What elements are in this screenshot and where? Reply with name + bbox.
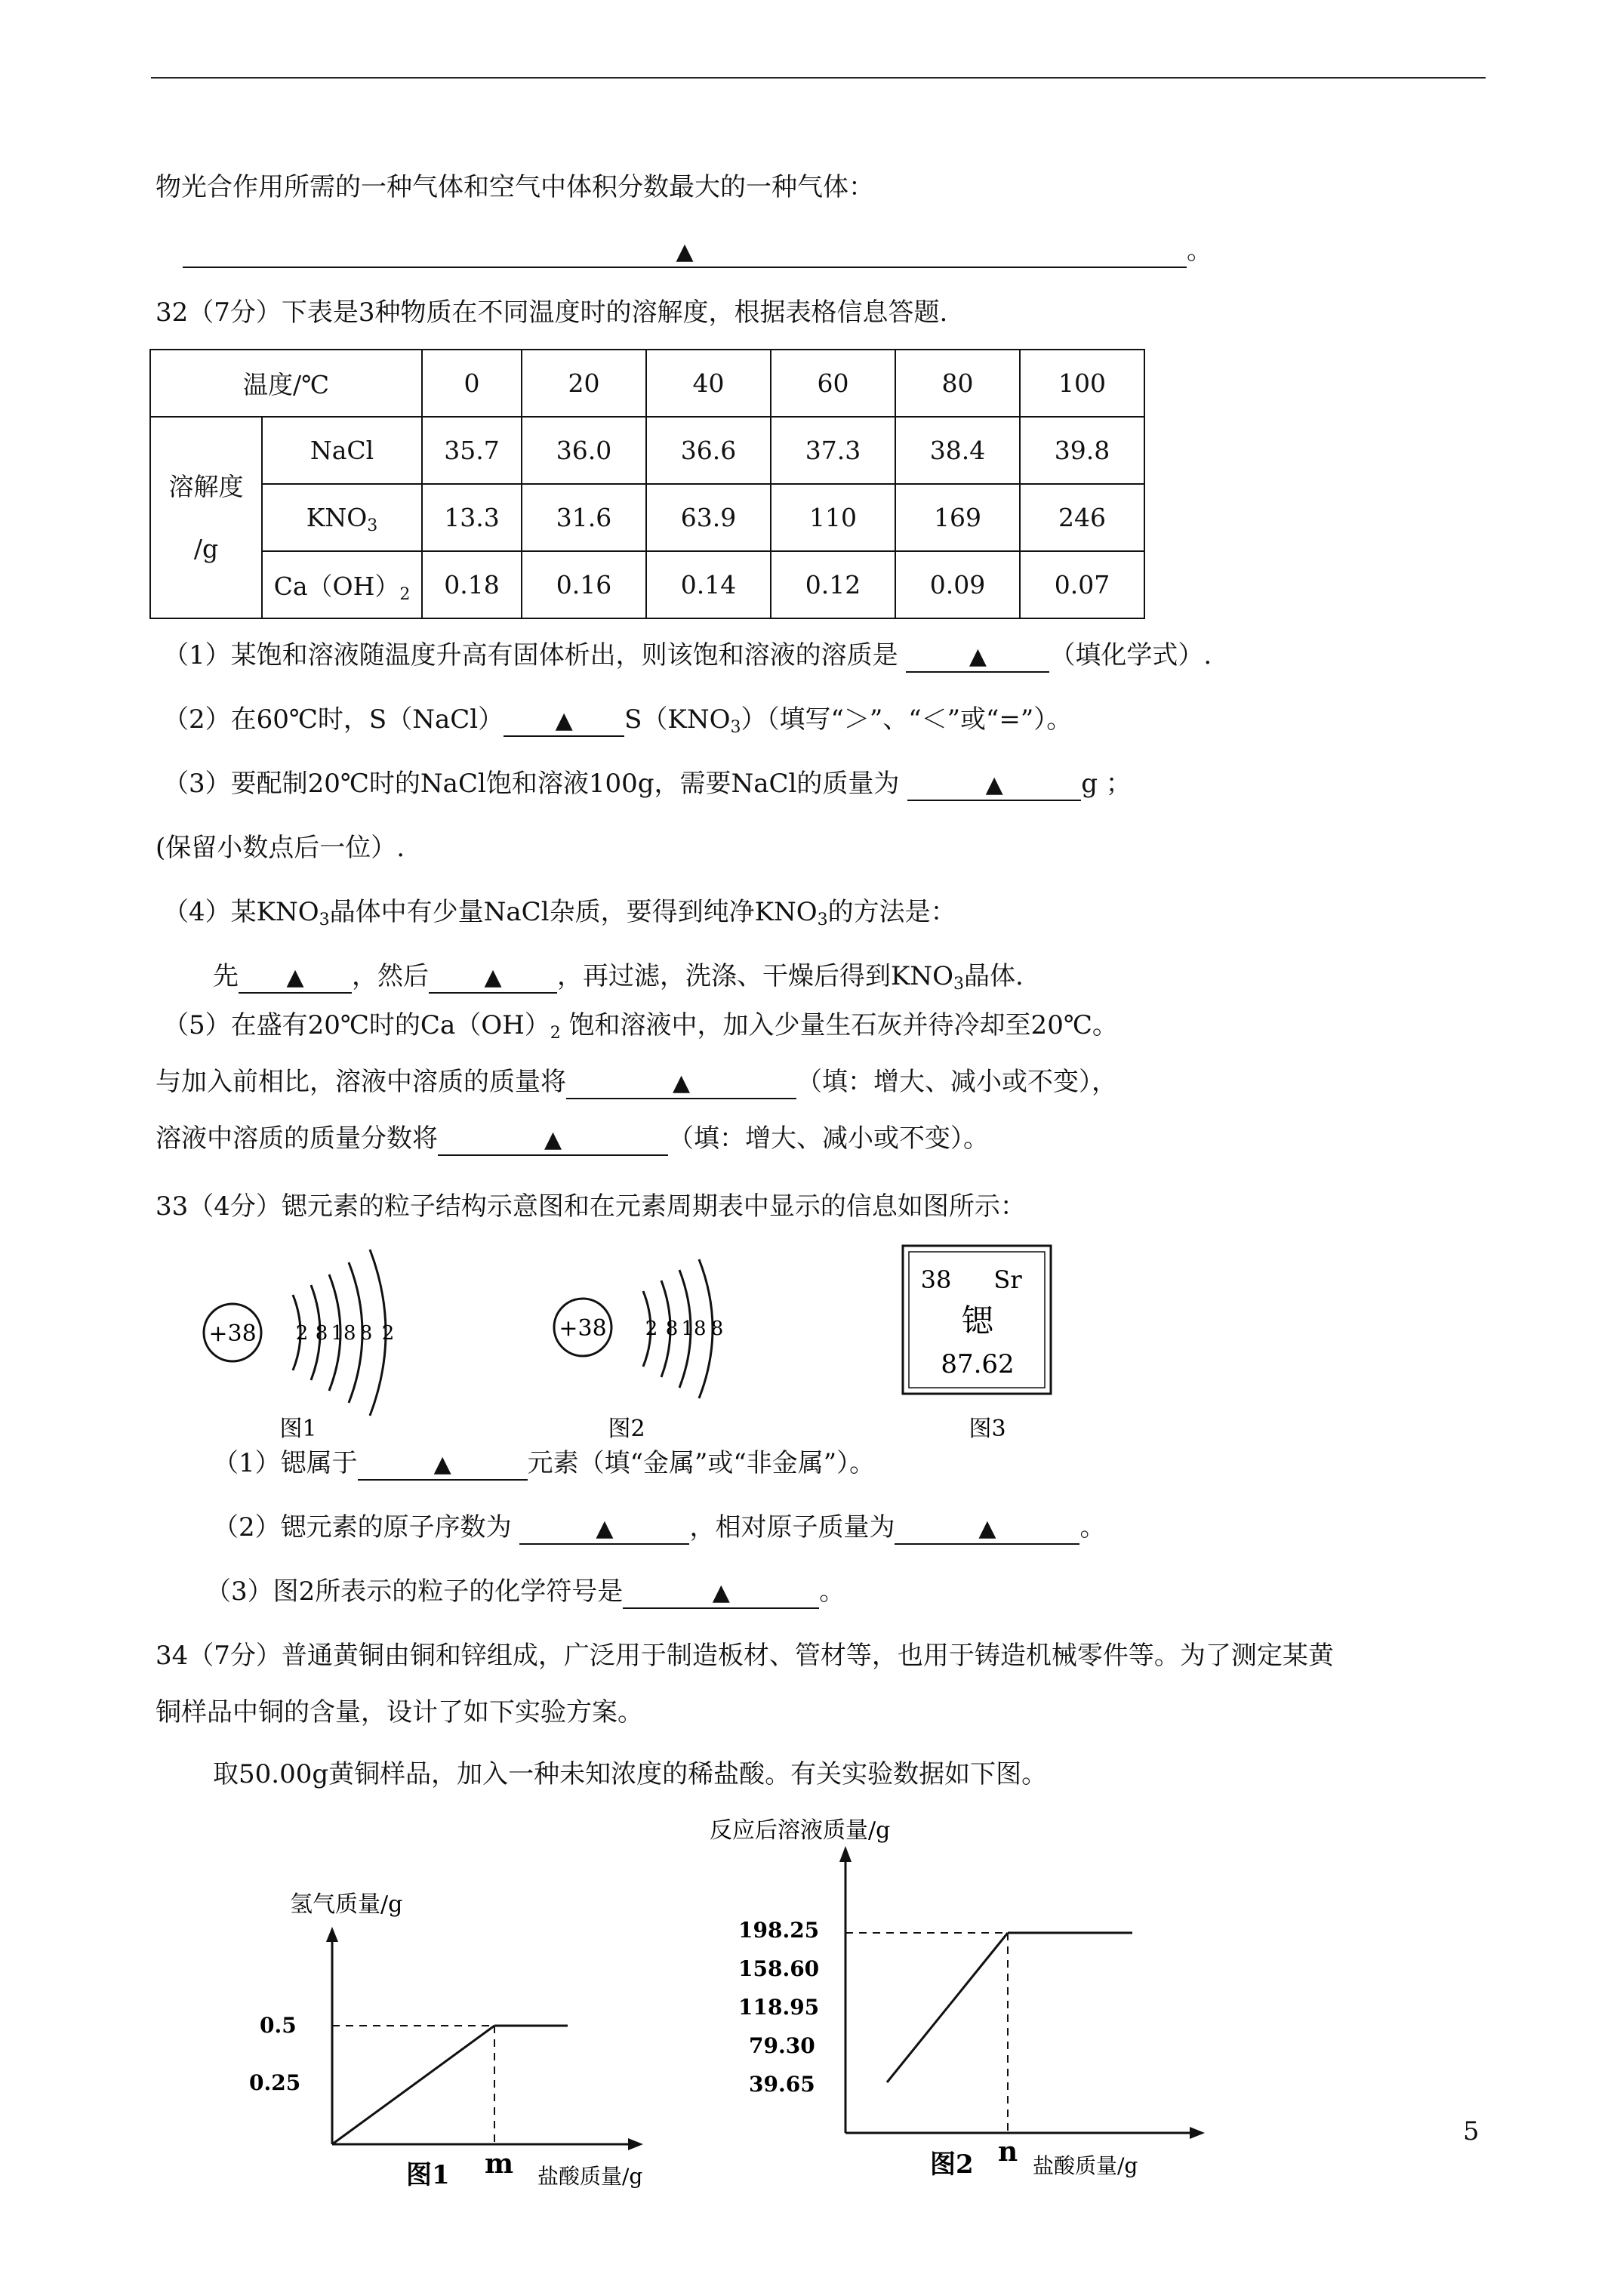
value-cell: 110 bbox=[771, 484, 895, 551]
q34-header-1: 34（7分）普通黄铜由铜和锌组成，广泛用于制造板材、管材等，也用于铸造机械零件等。为了测定某黄 bbox=[156, 1641, 1334, 1671]
svg-text:Sr: Sr bbox=[993, 1265, 1022, 1294]
temp-cell: 60 bbox=[771, 350, 895, 417]
value-cell: 246 bbox=[1020, 484, 1144, 551]
strontium-figures bbox=[189, 1238, 1095, 1450]
q33-part1: （1）锶属于 ▲ 元素（填“金属”或“非金属”）。 bbox=[213, 1448, 875, 1481]
q32-part4: （4）某$KNO_3$晶体中有少量NaCl杂质，要得到纯净$KNO_3$的方法是： bbox=[163, 897, 956, 929]
svg-text:图3: 图3 bbox=[969, 1416, 1006, 1442]
temp-cell: 20 bbox=[522, 350, 646, 417]
chart1-ytick: 0.5 bbox=[260, 2013, 297, 2038]
temp-label: 温度/℃ bbox=[150, 350, 422, 417]
temp-cell: 100 bbox=[1020, 350, 1144, 417]
temp-cell: 80 bbox=[895, 350, 1020, 417]
q32-header: 32（7分）下表是3种物质在不同温度时的溶解度，根据表格信息答题. bbox=[156, 297, 948, 328]
q32-part3-note: (保留小数点后一位）. bbox=[156, 833, 405, 863]
value-cell: 31.6 bbox=[522, 484, 646, 551]
q32-part5: （5）在盛有20℃时的$Ca(OH)_2$ 饱和溶液中，加入少量生石灰并待冷却至20℃。 bbox=[163, 1010, 1118, 1043]
chart2-ytick: 198.25 bbox=[738, 1918, 820, 1943]
q33-part2: （2）锶元素的原子序数为 ▲ ，相对原子质量为 ▲ 。 bbox=[213, 1512, 1105, 1545]
svg-text:+38: +38 bbox=[559, 1315, 607, 1342]
chart1-x-arrow bbox=[628, 2138, 643, 2150]
intro-answer-line: ▲ 。 bbox=[183, 236, 1212, 268]
answer-blank[interactable]: ▲ bbox=[623, 1577, 819, 1609]
chart2-x-axis-label: 盐酸质量/g bbox=[1033, 2153, 1138, 2178]
chart2-ytick: 158.60 bbox=[738, 1956, 820, 1981]
value-cell: 35.7 bbox=[422, 417, 522, 484]
q33-part3: （3）图2所表示的粒子的化学符号是 ▲ 。 bbox=[205, 1576, 845, 1609]
page-number: 5 bbox=[1463, 2116, 1480, 2147]
svg-text:锶: 锶 bbox=[961, 1302, 994, 1339]
header-rule bbox=[151, 77, 1486, 79]
chart2-ytick: 39.65 bbox=[749, 2072, 815, 2097]
chart2-y-axis-label: 反应后溶液质量/g bbox=[710, 1817, 891, 1844]
q32-part5-mass: 与加入前相比，溶液中溶质的质量将 ▲ （填：增大、减小或不变）， bbox=[156, 1067, 1117, 1099]
svg-text:38: 38 bbox=[920, 1265, 952, 1294]
svg-text:18: 18 bbox=[331, 1322, 356, 1345]
solution-mass-chart bbox=[710, 1817, 1205, 2180]
chart2-rising-line bbox=[887, 1933, 1008, 2082]
svg-text:8: 8 bbox=[710, 1318, 724, 1340]
solubility-table bbox=[149, 349, 1145, 619]
value-cell: 0.07 bbox=[1020, 551, 1144, 618]
chart2-ytick: 118.95 bbox=[738, 1995, 820, 2020]
answer-blank[interactable]: ▲ bbox=[566, 1068, 796, 1099]
answer-blank[interactable]: ▲ bbox=[895, 1513, 1079, 1545]
answer-blank[interactable]: ▲ bbox=[519, 1513, 689, 1545]
value-cell: 36.6 bbox=[646, 417, 771, 484]
q32-part1: （1）某饱和溶液随温度升高有固体析出，则该饱和溶液的溶质是 ▲ （填化学式）. bbox=[163, 640, 1212, 673]
answer-blank[interactable]: ▲ bbox=[429, 962, 557, 994]
value-cell: 36.0 bbox=[522, 417, 646, 484]
chart1-y-arrow bbox=[326, 1927, 338, 1942]
value-cell: 39.8 bbox=[1020, 417, 1144, 484]
chart1-y-axis-label: 氢气质量/g bbox=[290, 1891, 403, 1918]
value-cell: 13.3 bbox=[422, 484, 522, 551]
q33-header: 33（4分）锶元素的粒子结构示意图和在元素周期表中显示的信息如图所示： bbox=[156, 1191, 1026, 1222]
svg-text:18: 18 bbox=[681, 1318, 707, 1340]
q34-header-2: 铜样品中铜的含量，设计了如下实验方案。 bbox=[156, 1697, 643, 1727]
chart2-x-marker: n bbox=[998, 2136, 1018, 2168]
value-cell: 169 bbox=[895, 484, 1020, 551]
svg-text:8: 8 bbox=[359, 1322, 373, 1345]
svg-text:2: 2 bbox=[645, 1318, 658, 1340]
atom-structure-fig1 bbox=[204, 1250, 394, 1442]
temp-cell: 0 bbox=[422, 350, 522, 417]
answer-blank[interactable]: ▲ bbox=[239, 962, 352, 994]
value-cell: 0.18 bbox=[422, 551, 522, 618]
answer-blank[interactable]: ▲ bbox=[183, 236, 1187, 268]
q32-part2: （2）在60℃时，S（NaCl） ▲ $S(KNO_3)$（填写“＞”、“＜”或“=”）。 bbox=[163, 704, 1073, 737]
ion-structure-fig2 bbox=[554, 1259, 723, 1442]
svg-text:87.62: 87.62 bbox=[941, 1349, 1015, 1379]
answer-blank[interactable]: ▲ bbox=[907, 769, 1081, 801]
q32-part5-fraction: 溶液中溶质的质量分数将 ▲ （填：增大、减小或不变）。 bbox=[156, 1123, 989, 1156]
value-cell: 37.3 bbox=[771, 417, 895, 484]
substance-caoh2: $Ca(OH)_2$ bbox=[262, 551, 422, 618]
substance-nacl: NaCl bbox=[262, 417, 422, 484]
chart1-rising-line bbox=[332, 2026, 494, 2144]
q32-part3: （3）要配制20℃时的NaCl饱和溶液100g，需要NaCl的质量为 ▲ g ； bbox=[163, 769, 1132, 801]
chart2-x-arrow bbox=[1190, 2127, 1205, 2139]
q32-part4-answer: 先 ▲ ，然后 ▲ ，再过滤，洗涤、干燥后得到$KNO_3$晶体. bbox=[213, 961, 1024, 994]
intro-line: 物光合作用所需的一种气体和空气中体积分数最大的一种气体： bbox=[156, 172, 874, 202]
q34-header-3: 取50.00g黄铜样品，加入一种未知浓度的稀盐酸。有关实验数据如下图。 bbox=[213, 1759, 1048, 1789]
chart1-x-axis-label: 盐酸质量/g bbox=[537, 2164, 643, 2189]
periodic-table-cell-fig3 bbox=[903, 1246, 1051, 1442]
value-cell: 0.14 bbox=[646, 551, 771, 618]
answer-blank[interactable]: ▲ bbox=[906, 641, 1049, 673]
chart2-ytick: 79.30 bbox=[749, 2033, 815, 2058]
answer-blank[interactable]: ▲ bbox=[438, 1124, 668, 1156]
answer-blank[interactable]: ▲ bbox=[504, 705, 624, 737]
chart2-title: 图2 bbox=[930, 2150, 974, 2180]
svg-text:2: 2 bbox=[295, 1322, 309, 1345]
temp-cell: 40 bbox=[646, 350, 771, 417]
q34-charts bbox=[242, 1812, 1268, 2190]
solubility-label: 溶解度 /g bbox=[150, 417, 262, 618]
chart1-x-marker: m bbox=[485, 2148, 514, 2180]
svg-text:8: 8 bbox=[315, 1322, 328, 1345]
substance-kno3: $KNO_3$ bbox=[262, 484, 422, 551]
answer-blank[interactable]: ▲ bbox=[358, 1449, 528, 1481]
svg-text:8: 8 bbox=[665, 1318, 679, 1340]
value-cell: 38.4 bbox=[895, 417, 1020, 484]
value-cell: 0.12 bbox=[771, 551, 895, 618]
svg-text:图2: 图2 bbox=[608, 1416, 645, 1442]
chart1-ytick: 0.25 bbox=[249, 2070, 301, 2095]
svg-text:+38: +38 bbox=[208, 1321, 257, 1347]
hydrogen-mass-chart bbox=[249, 1891, 643, 2190]
value-cell: 0.09 bbox=[895, 551, 1020, 618]
chart2-y-arrow bbox=[839, 1846, 852, 1862]
chart1-title: 图1 bbox=[406, 2160, 450, 2190]
svg-text:图1: 图1 bbox=[279, 1416, 317, 1442]
svg-text:2: 2 bbox=[381, 1322, 395, 1345]
value-cell: 0.16 bbox=[522, 551, 646, 618]
value-cell: 63.9 bbox=[646, 484, 771, 551]
